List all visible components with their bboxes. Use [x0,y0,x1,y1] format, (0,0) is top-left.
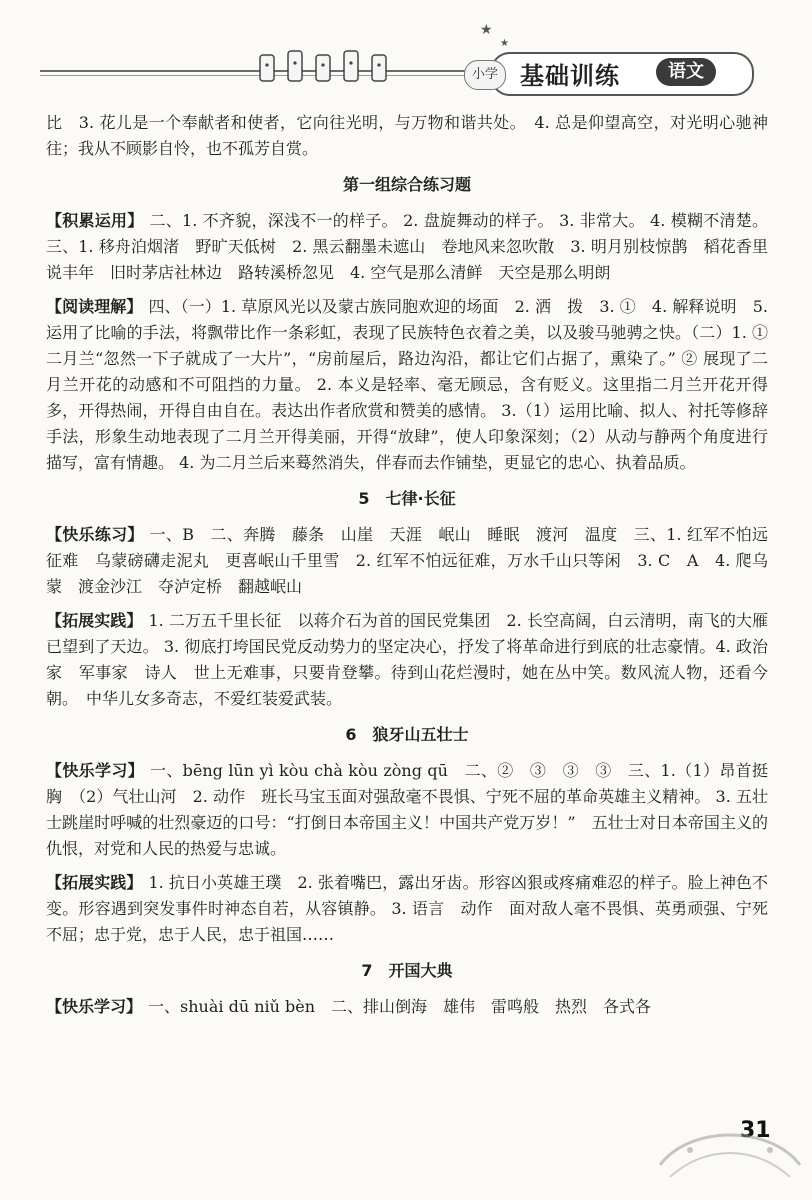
section-heading: 第一组综合练习题 [342,175,471,194]
paragraph-text: 一、bēng lūn yì kòu chà kòu zòng qū 二、② ③ ③ ③ 三、1.（1）昂首挺胸 （2）气壮山河 2. 动作 班长马宝玉面对强敌毫不畏惧、宁死不屈的革命英雄主义精神。 3. 五壮士跳崖时呼喊的壮烈豪迈的口号：“打倒日本帝国主义！中国共产党万岁！” 五壮士对日本帝国主义的仇恨，对党和人民的热爱与忠诚。 [46,761,768,858]
answer-paragraph [46,608,768,712]
answer-paragraph [46,294,768,476]
brand-subject-label: 语文 [656,58,716,86]
watermark-logo-icon [650,1105,810,1195]
answer-content [46,110,768,1028]
paragraph-tag: 【快乐学习】 [46,761,144,780]
brand-title: 基础训练 [520,62,620,90]
paragraph-text: 一、B 二、奔腾 藤条 山崖 天涯 岷山 睡眠 渡河 温度 三、1. 红军不怕远征难 乌蒙磅礴走泥丸 更喜岷山千里雪 2. 红军不怕远征难，万水千山只等闲 3. C A 4. 爬乌蒙 渡金沙江 夺泸定桥 翻越岷山 [46,525,768,596]
paragraph-text: 1. 二万五千里长征 以蒋介石为首的国民党集团 2. 长空高阔，白云清明，南飞的大雁已望到了天边。 3. 彻底打垮国民党反动势力的坚定决心，抒发了将革命进行到底的壮志豪情。4. 政治家 军事家 诗人 世上无难事，只要肯登攀。待到山花烂漫时，她在丛中笑。数风流人物，还看今朝。 中华儿女多奇志，不爱红装爱武装。 [46,611,768,708]
star-icon: ★ [480,22,493,38]
answer-paragraph [46,758,768,862]
section-heading: 6 狼牙山五壮士 [345,725,469,744]
brand-level-label: 小学 [464,60,506,90]
answer-paragraph [46,208,768,286]
paragraph-text: 比 3. 花儿是一个奉献者和使者，它向往光明，与万物和谐共处。 4. 总是仰望高空，对光明心驰神往；我从不顾影自怜，也不孤芳自赏。 [46,113,768,158]
paragraph-text: 一、shuài dū niǔ bèn 二、排山倒海 雄伟 雷鸣般 热烈 各式各 [148,997,652,1016]
paragraph-tag: 【阅读理解】 [46,297,143,316]
answer-paragraph [46,870,768,948]
pencil-characters-icon [250,45,400,90]
paragraph-tag: 【拓展实践】 [46,611,143,630]
answer-paragraph [46,994,768,1020]
paragraph-tag: 【拓展实践】 [46,873,143,892]
section-heading: 5 七律·长征 [358,489,456,508]
page-header [0,0,812,105]
paragraph-text: 四、（一）1. 草原风光以及蒙古族同胞欢迎的场面 2. 洒 拨 3. ① 4. 解释说明 5. 运用了比喻的手法，将飘带比作一条彩虹，表现了民族特色衣着之美，以及骏马驰骋之快。（二）1. ① 二月兰“忽然一下子就成了一大片”，“房前屋后，路边沟沿，都让它们占据了，熏染了。” ② 展现了二月兰开花的动感和不可阻挡的力量。 2. 本义是轻率、毫无顾忌，含有贬义。这里指二月兰开花开得多，开得热闹，开得自由自在。表达出作者欣赏和赞美的感情。 3.（1）运用比喻、拟人、衬托等修辞手法，形象生动地表现了二月兰开得美丽，开得“放肆”，使人印象深刻；（2）从动与静两个角度进行描写，富有情趣。 4. 为二月兰后来蓦然消失，伴春而去作铺垫，更显它的忠心、执着品质。 [46,297,768,472]
paragraph-tag: 【快乐学习】 [46,997,143,1016]
content-blocks [46,110,768,1020]
paragraph-text: 1. 抗日小英雄王璞 2. 张着嘴巴，露出牙齿。形容凶狠或疼痛难忍的样子。脸上神色不变。形容遇到突发事件时神态自若，从容镇静。 3. 语言 动作 面对敌人毫不畏惧、英勇顽强、宁死不屈；忠于党，忠于人民，忠于祖国…… [46,873,768,944]
section-heading: 7 开国大典 [361,961,453,980]
star-icon: ★ [500,38,509,49]
paragraph-tag: 【快乐练习】 [46,525,144,544]
answer-paragraph [46,110,768,162]
paragraph-tag: 【积累运用】 [46,211,144,230]
page-number: 31 [740,1118,771,1143]
paragraph-text: 二、1. 不齐貌，深浅不一的样子。 2. 盘旋舞动的样子。 3. 非常大。 4. 模糊不清楚。 三、1. 移舟泊烟渚 野旷天低树 2. 黑云翻墨未遮山 卷地风来忽吹散 3. 明月别枝惊鹊 稻花香里说丰年 旧时茅店社林边 路转溪桥忽见 4. 空气是那么清鲜 天空是那么明朗 [46,211,768,282]
answer-paragraph [46,522,768,600]
